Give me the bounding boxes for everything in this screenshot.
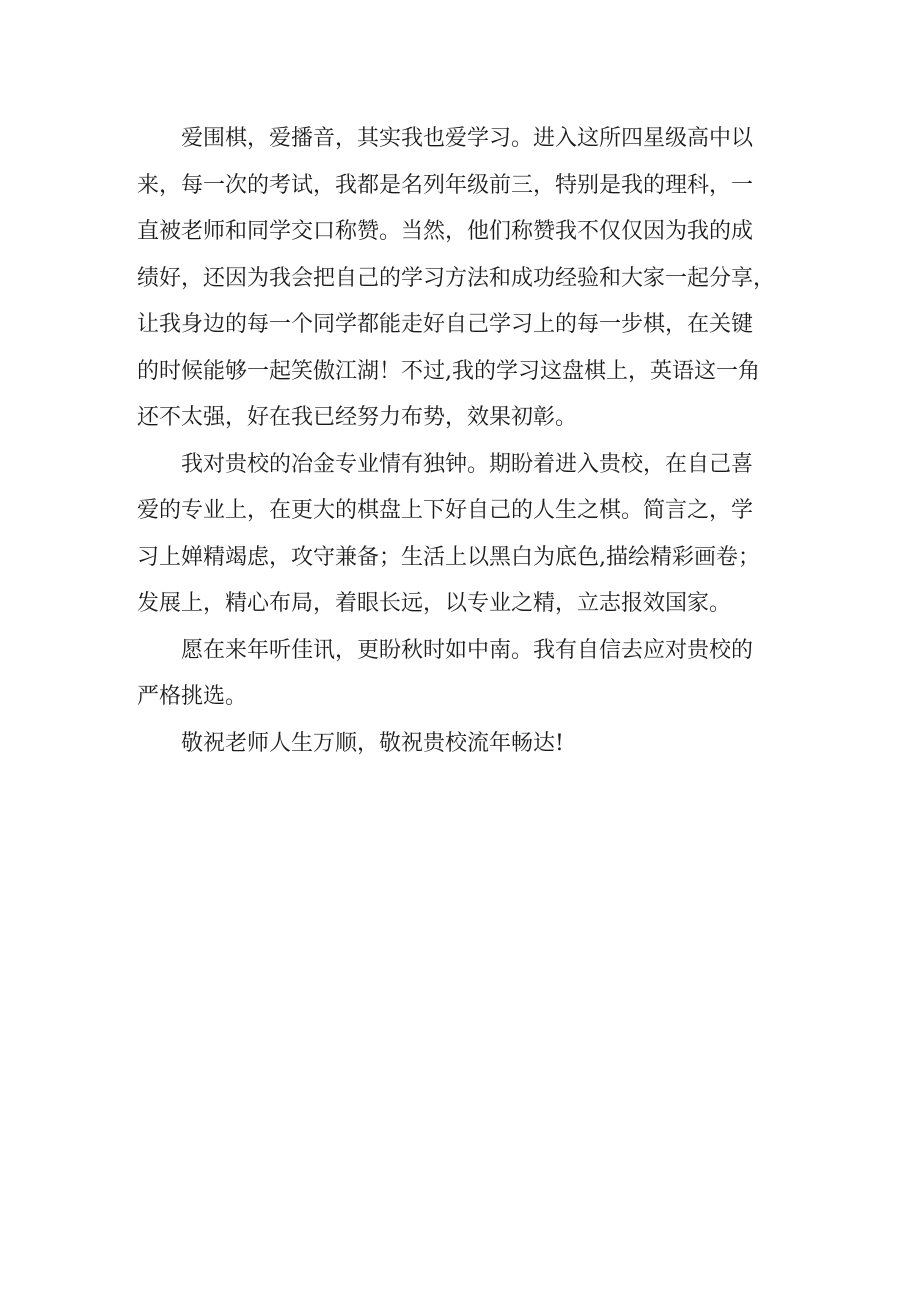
paragraph-line: 绩好，还因为我会把自己的学习方法和成功经验和大家一起分享，	[137, 265, 776, 291]
paragraph-1	[137, 116, 797, 442]
paragraph-4	[137, 721, 797, 768]
paragraph-line: 直被老师和同学交口称赞。当然，他们称赞我不仅仅因为我的成	[137, 219, 754, 244]
paragraph-line: 严格挑选。	[137, 684, 248, 709]
paragraph-line: 我对贵校的冶金专业情有独钟。期盼着进入贵校，在自己喜	[181, 451, 754, 477]
paragraph-line: 爱围棋，爱播音，其实我也爱学习。进入这所四星级高中以	[181, 126, 754, 151]
paragraph-3	[137, 628, 797, 721]
paragraph-line: 发展上，精心布局，着眼长远，以专业之精，立志报效国家。	[137, 591, 732, 616]
document-body	[137, 116, 797, 767]
paragraph-2	[137, 442, 797, 628]
paragraph-line: 愿在来年听佳讯，更盼秋时如中南。我有自信去应对贵校的	[181, 637, 754, 663]
paragraph-line: 习上婵精竭虑，攻守兼备；生活上以黑白为底色,描绘精彩画卷；	[137, 544, 760, 570]
paragraph-line: 来，每一次的考试，我都是名列年级前三，特别是我的理科，一	[137, 172, 754, 198]
paragraph-line: 爱的专业上，在更大的棋盘上下好自己的人生之棋。简言之，学	[137, 498, 754, 523]
closing-line: 敬祝老师人生万顺，敬祝贵校流年畅达!	[181, 730, 564, 756]
paragraph-line: 还不太强，好在我已经努力布势，效果初彰。	[137, 405, 578, 430]
paragraph-line: 让我身边的每一个同学都能走好自己学习上的每一步棋，在关键	[137, 312, 754, 337]
paragraph-line: 的时候能够一起笑傲江湖！不过,我的学习这盘棋上，英语这一角	[137, 358, 760, 384]
